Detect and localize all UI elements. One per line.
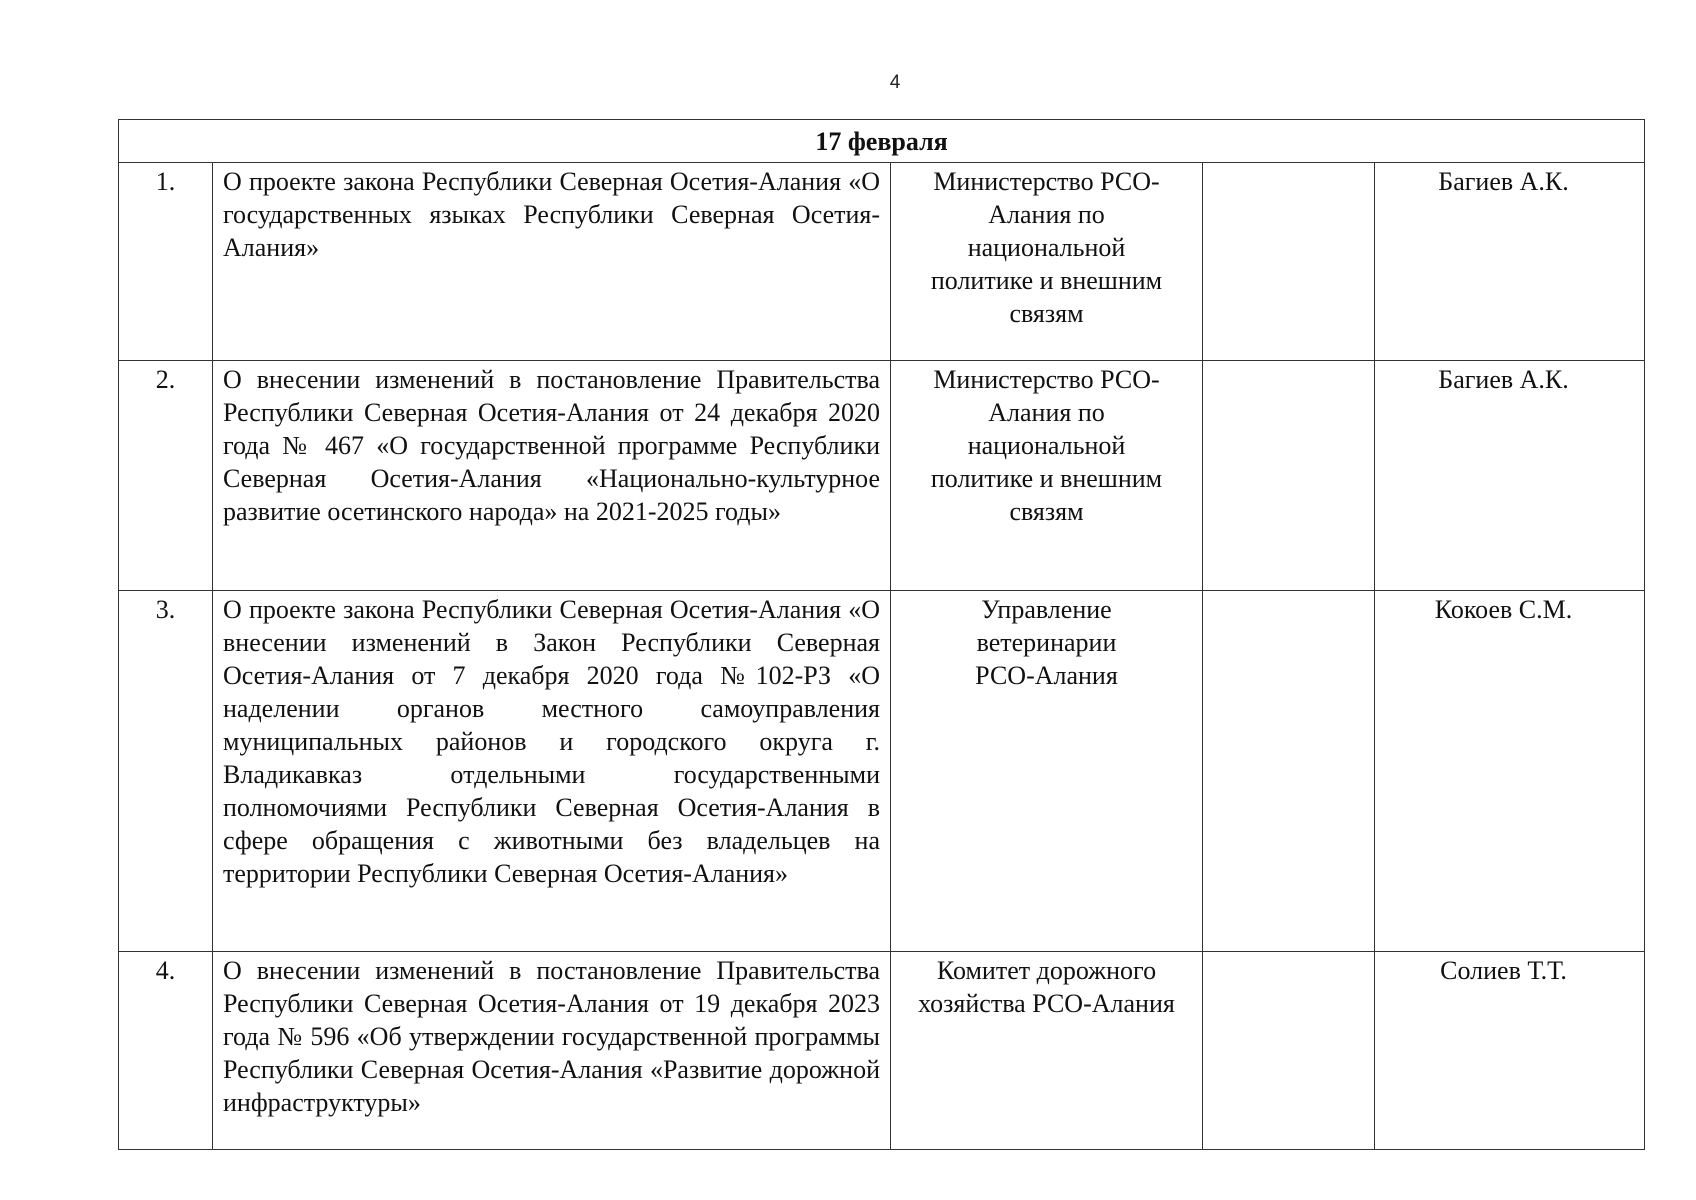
row-number: 4. bbox=[119, 952, 213, 1150]
row-number: 1. bbox=[119, 163, 213, 361]
row-number: 3. bbox=[119, 591, 213, 952]
speaker-name: Багиев А.К. bbox=[1375, 361, 1645, 591]
agenda-item-title: О внесении изменений в постановление Правительства Республики Северная Осетия-Алания от 19 декабря 2023 года № 596 «Об утверждении государственной программы Республики Северная Осетия-Алания «Развитие дорожной инфраструктуры» bbox=[213, 952, 891, 1150]
speaker-name: Кокоев С.М. bbox=[1375, 591, 1645, 952]
speaker-name: Багиев А.К. bbox=[1375, 163, 1645, 361]
table-row bbox=[119, 361, 1645, 591]
organization-text: Министерство РСО-Алания по национальной политике и внешним связям bbox=[930, 365, 1163, 526]
blank-cell bbox=[1203, 591, 1375, 952]
table-row bbox=[119, 591, 1645, 952]
date-row bbox=[119, 120, 1645, 163]
organization-text: Министерство РСО-Алания по национальной политике и внешним связям bbox=[930, 167, 1163, 328]
agenda-item-title: О проекте закона Республики Северная Осетия-Алания «О государственных языках Республики Северная Осетия-Алания» bbox=[213, 163, 891, 361]
page-number: 4 bbox=[889, 72, 901, 93]
agenda-item-title: О внесении изменений в постановление Правительства Республики Северная Осетия-Алания от 24 декабря 2020 года № 467 «О государственной программе Республики Северная Осетия-Алания «Национально-культурное развитие осетинского народа» на 2021-2025 годы» bbox=[213, 361, 891, 591]
date-header: 17 февраля bbox=[119, 120, 1645, 163]
agenda-table bbox=[118, 119, 1645, 1150]
agenda-item-title: О проекте закона Республики Северная Осетия-Алания «О внесении изменений в Закон Республики Северная Осетия-Алания от 7 декабря 2020 года №102-РЗ «О наделении органов местного самоуправления муниципальных районов и городского округа г. Владикавказ отдельными государственными полномочиями Республики Северная Осетия-Алания в сфере обращения с животными без владельцев на территории Республики Северная Осетия-Алания» bbox=[213, 591, 891, 952]
responsible-organization bbox=[891, 163, 1203, 361]
organization-text: Управление ветеринарии РСО-Алания bbox=[975, 595, 1118, 690]
table-row bbox=[119, 952, 1645, 1150]
blank-cell bbox=[1203, 361, 1375, 591]
organization-text: Комитет дорожного хозяйства РСО-Алания bbox=[918, 956, 1175, 1018]
blank-cell bbox=[1203, 163, 1375, 361]
responsible-organization bbox=[891, 952, 1203, 1150]
responsible-organization bbox=[891, 591, 1203, 952]
speaker-name: Солиев Т.Т. bbox=[1375, 952, 1645, 1150]
blank-cell bbox=[1203, 952, 1375, 1150]
table-row bbox=[119, 163, 1645, 361]
responsible-organization bbox=[891, 361, 1203, 591]
row-number: 2. bbox=[119, 361, 213, 591]
